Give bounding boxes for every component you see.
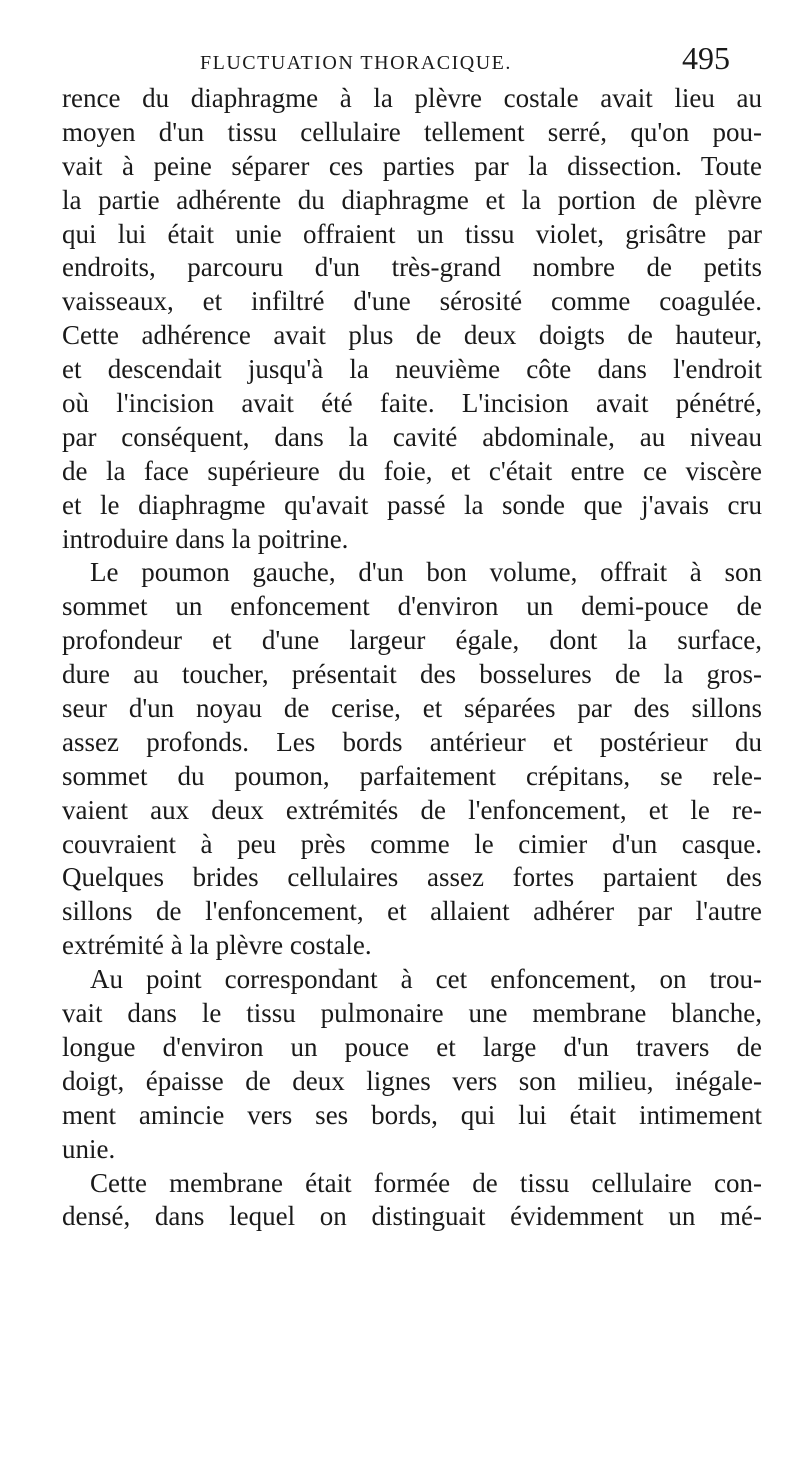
running-title: FLUCTUATION THORACIQUE. [200,52,512,74]
text-line: seur d'un noyau de cerise, et séparées par des sillons [62,693,762,724]
text-line: Cette membrane était formée de tissu cellulaire con- [90,1167,762,1198]
body-text [62,82,762,1234]
text-line: doigt, épaisse de deux lignes vers son milieu, inégale- [62,1065,762,1096]
text-line: assez profonds. Les bords antérieur et postérieur du [62,726,762,757]
text-line: dure au toucher, présentait des bosselures de la gros- [62,659,762,690]
running-head [180,40,730,80]
text-line: unie. [62,1133,116,1164]
text-line: vait à peine séparer ces parties par la dissection. Toute [62,150,762,181]
text-line: ment amincie vers ses bords, qui lui était intimement [62,1099,762,1130]
text-line: moyen d'un tissu cellulaire tellement serré, qu'on pou- [62,116,762,147]
text-line: sillons de l'enfoncement, et allaient adhérer par l'autre [62,896,762,927]
text-line: vaient aux deux extrémités de l'enfoncement, et le re- [62,794,762,825]
text-line: profondeur et d'une largeur égale, dont la surface, [62,625,762,656]
text-line: endroits, parcouru d'un très-grand nombre de petits [62,252,762,283]
text-line: par conséquent, dans la cavité abdominale, au niveau [62,421,762,452]
text-line: où l'incision avait été faite. L'incision avait pénétré, [62,388,762,419]
text-line: introduire dans la poitrine. [62,523,349,554]
text-line: vaisseaux, et infiltré d'une sérosité comme coagulée. [62,286,762,317]
text-line: et descendait jusqu'à la neuvième côte dans l'endroit [62,354,762,385]
text-line: longue d'environ un pouce et large d'un travers de [62,1031,762,1062]
text-line: Cette adhérence avait plus de deux doigts de hauteur, [62,320,762,351]
text-line: densé, dans lequel on distinguait évidemment un mé- [62,1201,762,1232]
text-line: de la face supérieure du foie, et c'était entre ce viscère [62,455,762,486]
text-line: qui lui était unie offraient un tissu violet, grisâtre par [62,218,762,249]
text-line: Le poumon gauche, d'un bon volume, offrait à son [90,557,762,588]
text-line: et le diaphragme qu'avait passé la sonde que j'avais cru [62,489,762,520]
text-line: Quelques brides cellulaires assez fortes partaient des [62,862,762,893]
text-line: sommet du poumon, parfaitement crépitans, se rele- [62,760,762,791]
text-line: extrémité à la plèvre costale. [62,930,372,961]
text-line: rence du diaphragme à la plèvre costale avait lieu au [62,83,762,113]
text-line: vait dans le tissu pulmonaire une membrane blanche, [62,998,762,1029]
text-line: sommet un enfoncement d'environ un demi-pouce de [62,591,762,622]
text-line: couvraient à peu près comme le cimier d'un casque. [62,828,762,859]
text-line: la partie adhérente du diaphragme et la portion de plèvre [62,184,762,215]
text-line: Au point correspondant à cet enfoncement, on trou- [90,964,762,995]
page-number: 495 [682,40,730,76]
